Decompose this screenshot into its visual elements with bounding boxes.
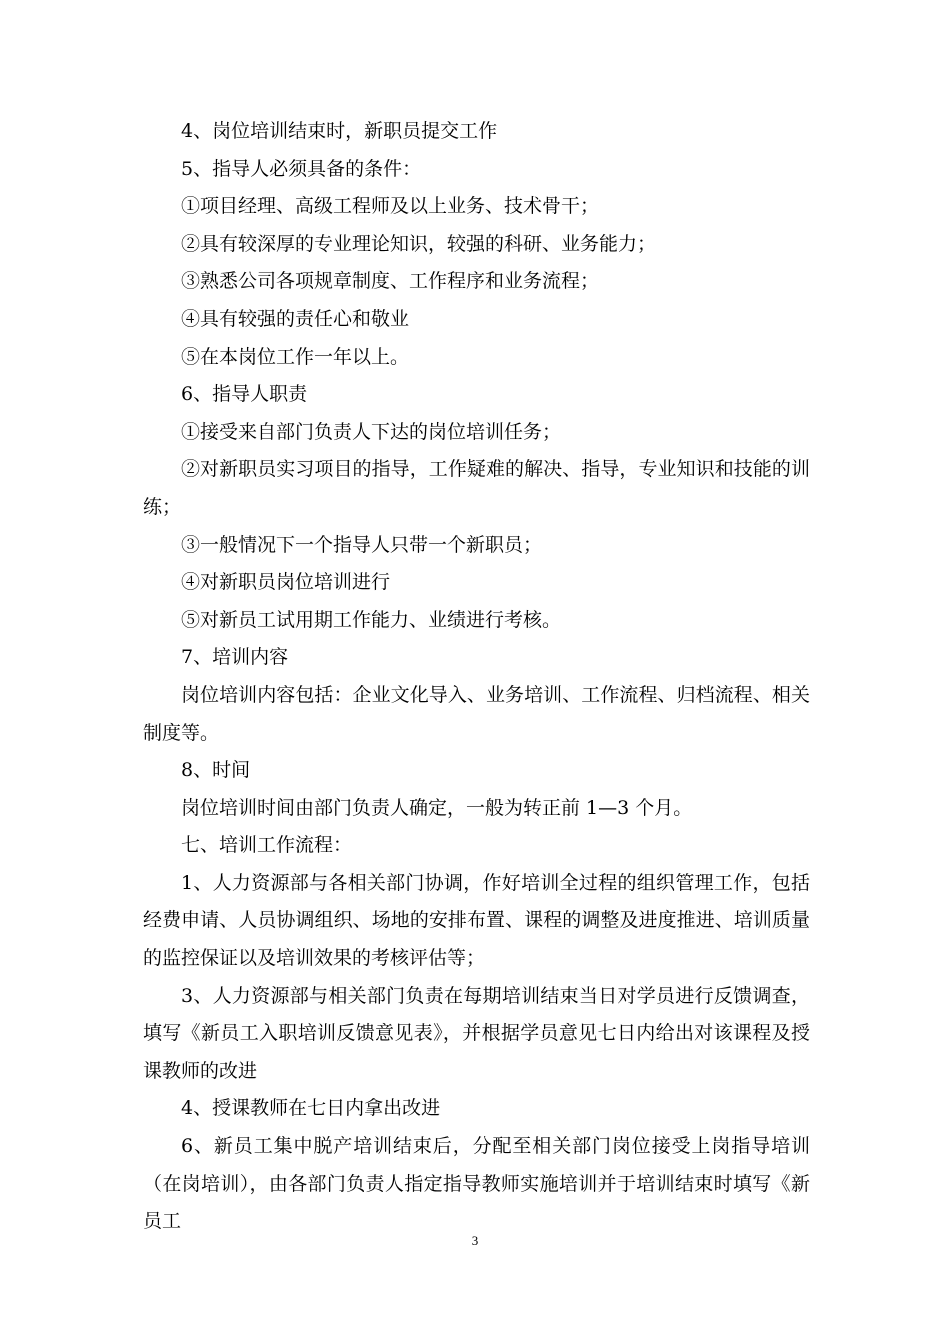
paragraph: ②具有较深厚的专业理论知识，较强的科研、业务能力； [181, 232, 657, 255]
document-body [143, 113, 810, 1241]
paragraph: ③熟悉公司各项规章制度、工作程序和业务流程； [181, 270, 600, 293]
paragraph: ⑤在本岗位工作一年以上。 [181, 345, 410, 368]
paragraph: 3、人力资源部与相关部门负责在每期培训结束当日对学员进行反馈调查，填写《新员工入职培训反馈意见表》，并根据学员意见七日内给出对该课程及授课教师的改进 [143, 984, 810, 1082]
paragraph: ①接受来自部门负责人下达的岗位培训任务； [181, 420, 562, 443]
paragraph: ②对新职员实习项目的指导，工作疑难的解决、指导，专业知识和技能的训练； [143, 458, 810, 518]
paragraph: 七、培训工作流程： [181, 834, 353, 857]
paragraph: ⑤对新员工试用期工作能力、业绩进行考核。 [181, 608, 562, 631]
paragraph: 5、指导人必须具备的条件： [181, 157, 422, 180]
paragraph: 4、岗位培训结束时，新职员提交工作 [181, 120, 498, 142]
paragraph: ④对新职员岗位培训进行 [181, 571, 391, 594]
paragraph: 7、培训内容 [181, 646, 289, 669]
paragraph: ①项目经理、高级工程师及以上业务、技术骨干； [181, 195, 600, 218]
paragraph: 1、人力资源部与各相关部门协调，作好培训全过程的组织管理工作，包括经费申请、人员协调组织、场地的安排布置、课程的调整及进度推进、培训质量的监控保证以及培训效果的考核评估等； [143, 871, 810, 970]
paragraph: ④具有较强的责任心和敬业 [181, 307, 410, 330]
paragraph: 6、新员工集中脱产培训结束后，分配至相关部门岗位接受上岗指导培训（在岗培训），由各部门负责人指定指导教师实施培训并于培训结束时填写《新员工 [143, 1135, 810, 1233]
paragraph: ③一般情况下一个指导人只带一个新职员； [181, 533, 543, 556]
paragraph: 8、时间 [181, 759, 251, 782]
paragraph: 6、指导人职责 [181, 383, 308, 406]
paragraph: 岗位培训时间由部门负责人确定，一般为转正前 1—3 个月。 [181, 796, 693, 819]
paragraph: 岗位培训内容包括：企业文化导入、业务培训、工作流程、归档流程、相关制度等。 [143, 683, 810, 744]
page-number: 3 [471, 1233, 479, 1248]
paragraph: 4、授课教师在七日内拿出改进 [181, 1097, 441, 1120]
